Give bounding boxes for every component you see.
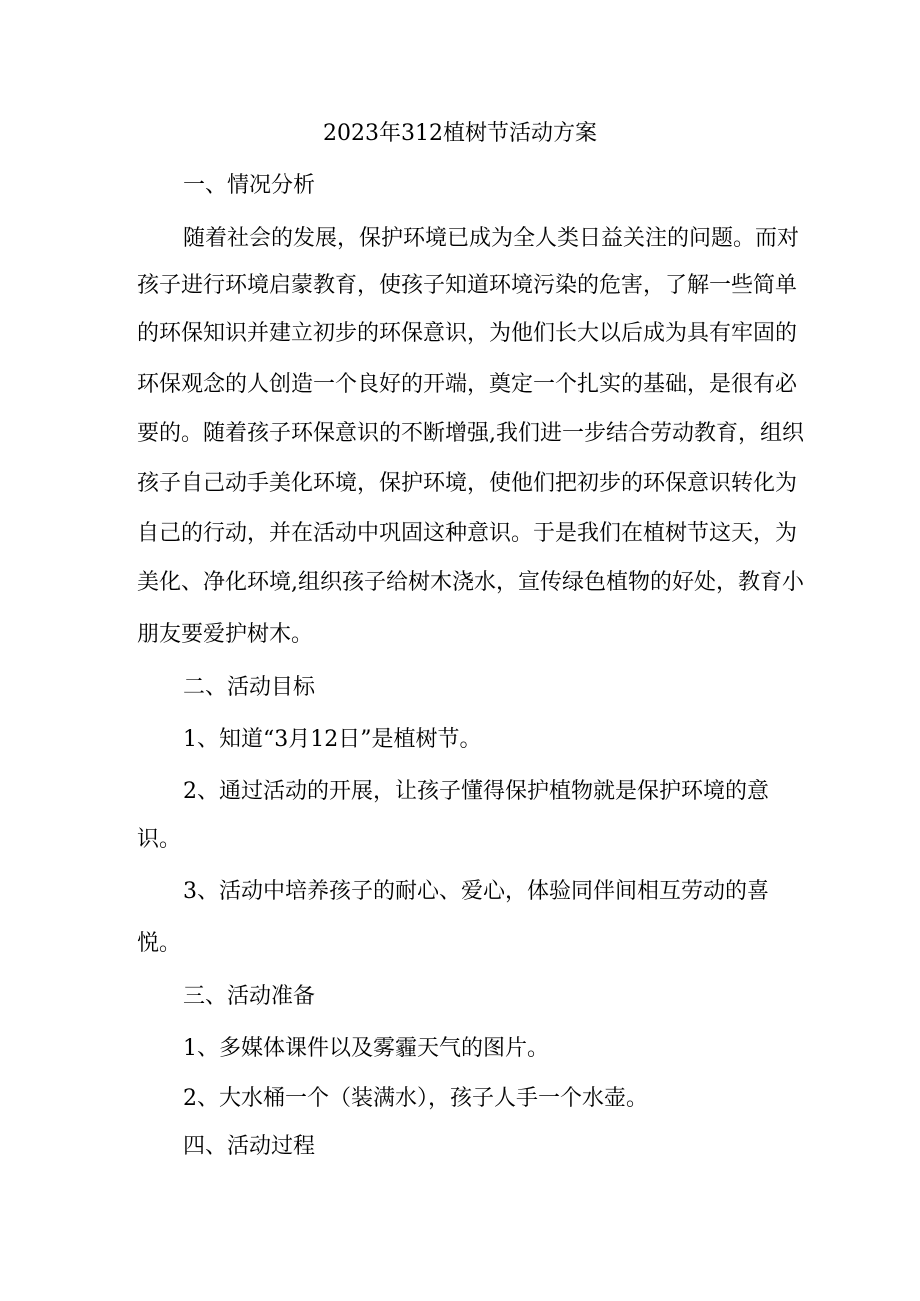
paragraph-line: 自己的行动，并在活动中巩固这种意识。于是我们在植树节这天，为 — [137, 521, 798, 546]
paragraph-line: 环保观念的人创造一个良好的开端，奠定一个扎实的基础，是很有必 — [137, 372, 798, 397]
goal-item-3: 3、活动中培养孩子的耐心、爱心，体验同伴间相互劳动的喜 — [183, 879, 769, 904]
paragraph-line: 孩子进行环境启蒙教育，使孩子知道环境污染的危害，了解一些简单 — [137, 273, 798, 298]
section-heading-preparation: 三、活动准备 — [183, 984, 316, 1009]
paragraph-line: 的环保知识并建立初步的环保意识，为他们长大以后成为具有牢固的 — [137, 321, 798, 346]
goal-item-3-continued: 悦。 — [137, 931, 182, 956]
goal-item-1: 1、知道“3月12日”是植树节。 — [183, 727, 482, 752]
paragraph-line: 孩子自己动手美化环境，保护环境，使他们把初步的环保意识转化为 — [137, 471, 798, 496]
paragraph-line: 朋友要爱护树木。 — [137, 622, 314, 647]
paragraph-line: 美化、净化环境,组织孩子给树木浇水，宣传绿色植物的好处，教育小 — [137, 570, 804, 595]
section-heading-process: 四、活动过程 — [183, 1134, 316, 1159]
goal-item-2: 2、通过活动的开展，让孩子懂得保护植物就是保护环境的意 — [183, 779, 769, 804]
section-heading-goals: 二、活动目标 — [183, 675, 316, 700]
goal-item-2-continued: 识。 — [137, 827, 182, 852]
preparation-item-1: 1、多媒体课件以及雾霾天气的图片。 — [183, 1036, 549, 1061]
section-heading-analysis: 一、情况分析 — [183, 173, 316, 198]
preparation-item-2: 2、大水桶一个（装满水），孩子人手一个水壶。 — [183, 1086, 648, 1111]
paragraph-line: 随着社会的发展，保护环境已成为全人类日益关注的问题。而对 — [183, 226, 800, 251]
document-title: 2023年312植树节活动方案 — [323, 121, 597, 146]
paragraph-line: 要的。随着孩子环保意识的不断增强,我们进一步结合劳动教育，组织 — [137, 421, 804, 446]
